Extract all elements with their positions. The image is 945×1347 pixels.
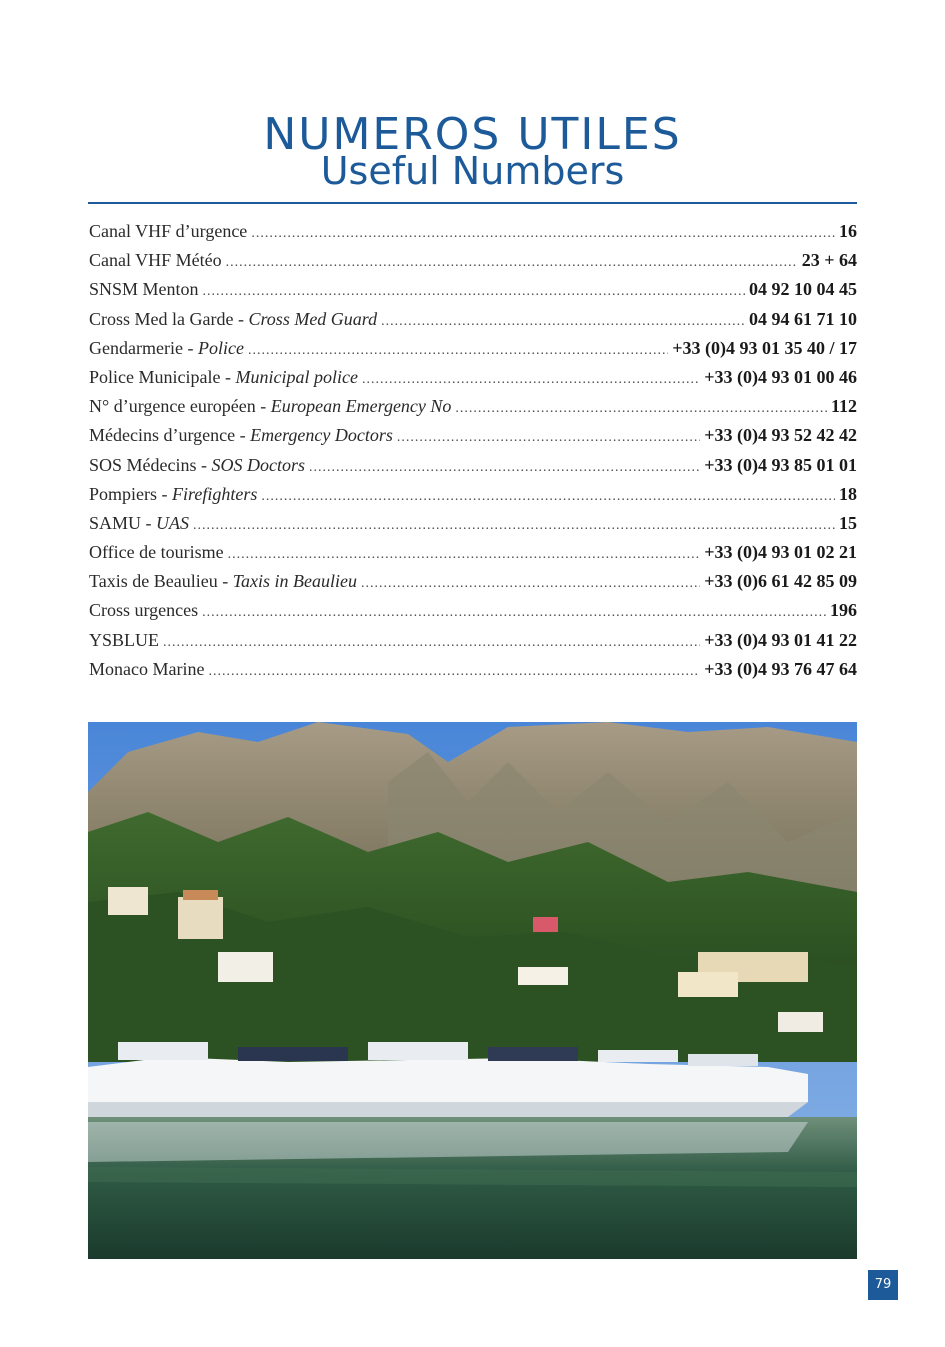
- useful-numbers-list: [89, 221, 857, 688]
- list-item: Médecins d’urgence - Emergency Doctors ..... +33 (0)4 93 52 42 42: [89, 425, 857, 454]
- list-item: N° d’urgence européen - European Emergency No ..... 112: [89, 396, 857, 425]
- list-item: Office de tourisme ..... +33 (0)4 93 01 02 21: [89, 542, 857, 571]
- leader-dots: [309, 460, 700, 476]
- leader-dots: [208, 664, 700, 680]
- list-item: SAMU - UAS ..... 15: [89, 513, 857, 542]
- leader-dots: [248, 343, 668, 359]
- leader-dots: [455, 401, 827, 417]
- list-item: Canal VHF d’urgence ..... 16: [89, 221, 857, 250]
- leader-dots: [251, 226, 835, 242]
- list-item: Police Municipale - Municipal police ..... +33 (0)4 93 01 00 46: [89, 367, 857, 396]
- leader-dots: [203, 284, 745, 300]
- leader-dots: [361, 576, 700, 592]
- phone-number: +33 (0)4 93 01 41 22: [704, 629, 857, 650]
- phone-number: 196: [830, 600, 857, 621]
- leader-dots: [228, 547, 701, 563]
- leader-dots: [226, 255, 798, 271]
- list-item: SOS Médecins - SOS Doctors ..... +33 (0)4 93 85 01 01: [89, 455, 857, 484]
- phone-number: +33 (0)4 93 76 47 64: [704, 658, 857, 679]
- phone-number: +33 (0)6 61 42 85 09: [704, 571, 857, 592]
- phone-number: +33 (0)4 93 85 01 01: [704, 454, 857, 475]
- list-item: Pompiers - Firefighters ..... 18: [89, 484, 857, 513]
- list-item: Gendarmerie - Police ..... +33 (0)4 93 01 35 40 / 17: [89, 338, 857, 367]
- leader-dots: [163, 635, 700, 651]
- list-item: Monaco Marine ..... +33 (0)4 93 76 47 64: [89, 659, 857, 688]
- phone-number: 112: [830, 396, 857, 417]
- page-title: NUMEROS UTILES: [263, 109, 682, 161]
- phone-number: 15: [839, 512, 857, 533]
- phone-number: 23 + 64: [801, 250, 857, 271]
- leader-dots: [362, 372, 700, 388]
- page-subtitle: Useful Numbers: [320, 149, 625, 193]
- list-item: Taxis de Beaulieu - Taxis in Beaulieu ..... +33 (0)6 61 42 85 09: [89, 571, 857, 600]
- page-number-badge: 79: [868, 1270, 898, 1300]
- phone-number: +33 (0)4 93 52 42 42: [704, 425, 857, 446]
- phone-number: 04 92 10 04 45: [749, 279, 857, 300]
- phone-number: 18: [839, 483, 857, 504]
- phone-number: 04 94 61 71 10: [749, 308, 857, 329]
- phone-number: 16: [839, 221, 857, 241]
- leader-dots: [261, 489, 835, 505]
- title-divider: [88, 202, 857, 204]
- phone-number: +33 (0)4 93 01 02 21: [704, 542, 857, 563]
- harbour-photo: [88, 722, 857, 1259]
- list-item: Cross Med la Garde - Cross Med Guard ..... 04 94 61 71 10: [89, 309, 857, 338]
- phone-number: +33 (0)4 93 01 00 46: [704, 366, 857, 387]
- list-item: SNSM Menton ..... 04 92 10 04 45: [89, 279, 857, 308]
- leader-dots: [397, 430, 700, 446]
- leader-dots: [193, 518, 835, 534]
- list-item: YSBLUE ..... +33 (0)4 93 01 41 22: [89, 630, 857, 659]
- leader-dots: [381, 314, 745, 330]
- phone-number: +33 (0)4 93 01 35 40 / 17: [672, 337, 857, 358]
- list-item: Canal VHF Météo ..... 23 + 64: [89, 250, 857, 279]
- list-item: Cross urgences ..... 196: [89, 600, 857, 629]
- leader-dots: [202, 605, 826, 621]
